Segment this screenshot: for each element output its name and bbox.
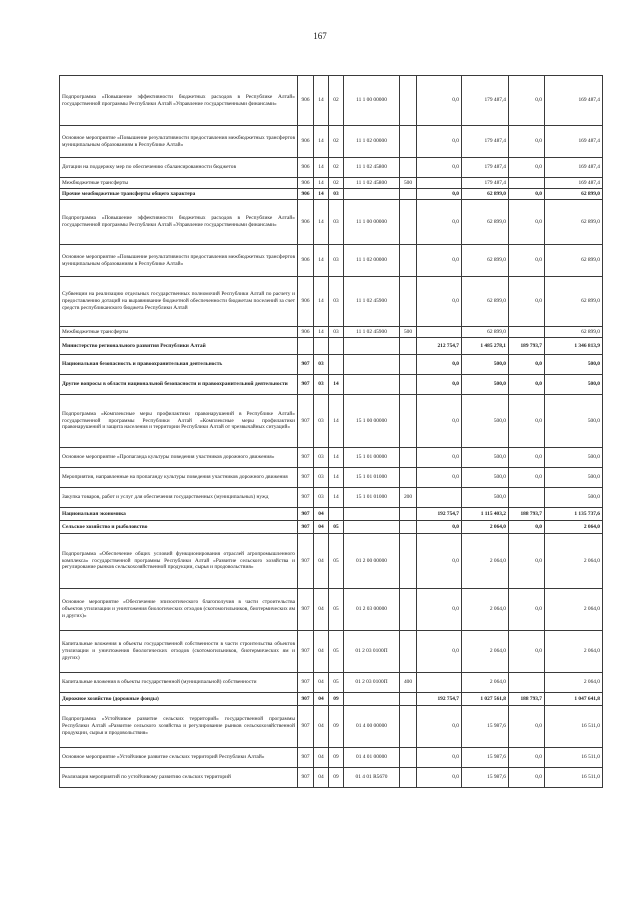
- section-code-cell: 04: [314, 673, 329, 693]
- expense-type-cell: [400, 395, 417, 448]
- amount-3-cell: 0,0: [509, 768, 545, 788]
- amount-3-cell: 0,0: [509, 158, 545, 178]
- row-name-cell: Министерство регионального развития Республики Алтай: [60, 338, 298, 355]
- amount-3-cell: [509, 673, 545, 693]
- section-code-cell: 14: [314, 327, 329, 338]
- amount-2-cell: 179 487,4: [462, 76, 509, 126]
- target-article-cell: 01 2 03 0100П: [344, 631, 400, 673]
- expense-type-cell: [400, 189, 417, 200]
- amount-4-cell: 500,0: [545, 468, 603, 488]
- amount-4-cell: 1 047 641,8: [545, 693, 603, 706]
- amount-4-cell: 16 511,0: [545, 768, 603, 788]
- target-article-cell: 01 2 00 00000: [344, 534, 400, 589]
- table-row: [60, 178, 603, 189]
- target-article-cell: [344, 338, 400, 355]
- row-name-cell: Мероприятия, направленные на пропаганду культуры поведения участников дорожного движения: [60, 468, 298, 488]
- table-row: [60, 448, 603, 468]
- amount-1-cell: 0,0: [417, 589, 462, 631]
- row-name-cell: Основное мероприятие «Устойчивое развитие сельских территорий Республики Алтай»: [60, 748, 298, 768]
- amount-4-cell: 2 064,0: [545, 534, 603, 589]
- amount-1-cell: 0,0: [417, 277, 462, 327]
- amount-3-cell: 0,0: [509, 277, 545, 327]
- subsection-code-cell: 09: [329, 768, 344, 788]
- amount-1-cell: 0,0: [417, 245, 462, 277]
- table-row: [60, 395, 603, 448]
- expense-type-cell: [400, 748, 417, 768]
- section-code-cell: 14: [314, 126, 329, 158]
- amount-4-cell: 500,0: [545, 375, 603, 395]
- subsection-code-cell: 02: [329, 178, 344, 189]
- amount-4-cell: 169 487,4: [545, 158, 603, 178]
- subsection-code-cell: 02: [329, 126, 344, 158]
- amount-3-cell: 0,0: [509, 126, 545, 158]
- subsection-code-cell: [329, 355, 344, 375]
- row-name-cell: Подпрограмма «Устойчивое развитие сельских территорий» государственной программы Республики Алтай «Развитие сельского хозяйства и регулирование рынков сельскохозяйственной продукции, сырья и продовольствия»: [60, 706, 298, 748]
- target-article-cell: 11 1 02 45900: [344, 277, 400, 327]
- amount-4-cell: 2 064,0: [545, 631, 603, 673]
- ministry-code-cell: 907: [298, 508, 314, 521]
- amount-1-cell: 0,0: [417, 355, 462, 375]
- table-row: [60, 693, 603, 706]
- target-article-cell: 11 1 00 00000: [344, 76, 400, 126]
- row-name-cell: Подпрограмма «Комплексные меры профилактики правонарушений в Республике Алтай» государственной программы Республики Алтай «Комплексные меры профилактики правонарушений и защита населения и территории Республики Алтай от чрезвычайных ситуаций»: [60, 395, 298, 448]
- amount-4-cell: 169 487,4: [545, 126, 603, 158]
- amount-2-cell: 2 064,0: [462, 521, 509, 534]
- table-row: [60, 589, 603, 631]
- table-row: [60, 189, 603, 200]
- amount-4-cell: 62 899,0: [545, 200, 603, 245]
- section-code-cell: 04: [314, 768, 329, 788]
- amount-2-cell: 500,0: [462, 355, 509, 375]
- table-row: [60, 277, 603, 327]
- target-article-cell: [344, 189, 400, 200]
- section-code-cell: 04: [314, 706, 329, 748]
- amount-4-cell: 16 511,0: [545, 706, 603, 748]
- amount-3-cell: 189 793,7: [509, 338, 545, 355]
- section-code-cell: 14: [314, 245, 329, 277]
- row-name-cell: Подпрограмма «Повышение эффективности бюджетных расходов в Республике Алтай» государственной программы Республики Алтай «Управление государственными финансами»: [60, 200, 298, 245]
- table-row: [60, 706, 603, 748]
- section-code-cell: 04: [314, 589, 329, 631]
- amount-3-cell: [509, 327, 545, 338]
- expense-type-cell: [400, 277, 417, 327]
- amount-2-cell: 500,0: [462, 468, 509, 488]
- amount-4-cell: 169 487,4: [545, 76, 603, 126]
- target-article-cell: 01 2 03 00000: [344, 589, 400, 631]
- amount-3-cell: 0,0: [509, 395, 545, 448]
- subsection-code-cell: 09: [329, 693, 344, 706]
- row-name-cell: Межбюджетные трансферты: [60, 327, 298, 338]
- subsection-code-cell: 14: [329, 395, 344, 448]
- ministry-code-cell: 906: [298, 200, 314, 245]
- table-row: [60, 200, 603, 245]
- subsection-code-cell: 14: [329, 488, 344, 508]
- ministry-code-cell: 907: [298, 395, 314, 448]
- amount-3-cell: 0,0: [509, 589, 545, 631]
- amount-3-cell: 0,0: [509, 521, 545, 534]
- amount-3-cell: [509, 178, 545, 189]
- ministry-code-cell: 906: [298, 327, 314, 338]
- amount-3-cell: 0,0: [509, 448, 545, 468]
- row-name-cell: Национальная безопасность и правоохранительная деятельность: [60, 355, 298, 375]
- target-article-cell: [344, 693, 400, 706]
- target-article-cell: [344, 375, 400, 395]
- row-name-cell: Закупка товаров, работ и услуг для обеспечения государственных (муниципальных) нужд: [60, 488, 298, 508]
- subsection-code-cell: 02: [329, 76, 344, 126]
- amount-3-cell: [509, 488, 545, 508]
- amount-4-cell: 500,0: [545, 355, 603, 375]
- amount-1-cell: [417, 178, 462, 189]
- amount-4-cell: 2 064,0: [545, 589, 603, 631]
- subsection-code-cell: 09: [329, 748, 344, 768]
- row-name-cell: Межбюджетные трансферты: [60, 178, 298, 189]
- amount-1-cell: 0,0: [417, 158, 462, 178]
- table-row: [60, 521, 603, 534]
- table-row: [60, 768, 603, 788]
- amount-2-cell: 1 115 403,2: [462, 508, 509, 521]
- amount-4-cell: 500,0: [545, 488, 603, 508]
- amount-4-cell: 62 899,0: [545, 189, 603, 200]
- table-row: [60, 534, 603, 589]
- amount-3-cell: 0,0: [509, 355, 545, 375]
- expense-type-cell: [400, 375, 417, 395]
- subsection-code-cell: 05: [329, 631, 344, 673]
- section-code-cell: 03: [314, 355, 329, 375]
- ministry-code-cell: 907: [298, 468, 314, 488]
- subsection-code-cell: 05: [329, 589, 344, 631]
- amount-4-cell: 169 487,4: [545, 178, 603, 189]
- row-name-cell: Дорожное хозяйство (дорожные фонды): [60, 693, 298, 706]
- amount-2-cell: 62 899,0: [462, 277, 509, 327]
- amount-1-cell: 0,0: [417, 448, 462, 468]
- row-name-cell: Другие вопросы в области национальной безопасности и правоохранительной деятельности: [60, 375, 298, 395]
- amount-2-cell: 1 027 561,8: [462, 693, 509, 706]
- target-article-cell: 11 1 02 45800: [344, 158, 400, 178]
- amount-3-cell: 188 793,7: [509, 508, 545, 521]
- amount-1-cell: 192 754,7: [417, 508, 462, 521]
- ministry-code-cell: 907: [298, 589, 314, 631]
- amount-3-cell: 188 793,7: [509, 693, 545, 706]
- amount-1-cell: 192 754,7: [417, 693, 462, 706]
- section-code-cell: 04: [314, 631, 329, 673]
- section-code-cell: 14: [314, 277, 329, 327]
- subsection-code-cell: 03: [329, 327, 344, 338]
- table-row: [60, 488, 603, 508]
- row-name-cell: Прочие межбюджетные трансферты общего характера: [60, 189, 298, 200]
- subsection-code-cell: 05: [329, 534, 344, 589]
- subsection-code-cell: 03: [329, 277, 344, 327]
- ministry-code-cell: 907: [298, 355, 314, 375]
- amount-3-cell: 0,0: [509, 245, 545, 277]
- amount-4-cell: 500,0: [545, 395, 603, 448]
- amount-2-cell: 179 487,4: [462, 158, 509, 178]
- row-name-cell: Национальная экономика: [60, 508, 298, 521]
- expense-type-cell: 500: [400, 327, 417, 338]
- table-row: [60, 158, 603, 178]
- amount-2-cell: 15 987,6: [462, 706, 509, 748]
- table-row: [60, 748, 603, 768]
- subsection-code-cell: 03: [329, 200, 344, 245]
- ministry-code-cell: 906: [298, 189, 314, 200]
- table-row: [60, 338, 603, 355]
- expense-type-cell: [400, 534, 417, 589]
- amount-3-cell: 0,0: [509, 468, 545, 488]
- expense-type-cell: [400, 245, 417, 277]
- amount-1-cell: 0,0: [417, 189, 462, 200]
- row-name-cell: Дотации на поддержку мер по обеспечению сбалансированности бюджетов: [60, 158, 298, 178]
- target-article-cell: 11 1 02 00000: [344, 245, 400, 277]
- expense-type-cell: 200: [400, 488, 417, 508]
- amount-1-cell: 0,0: [417, 395, 462, 448]
- row-name-cell: Основное мероприятие «Обеспечение эпизоотического благополучия в части строительства объектов утилизации и уничтожения биологических отходов (скотомогильников, биотермических ям и других)»: [60, 589, 298, 631]
- target-article-cell: [344, 508, 400, 521]
- amount-1-cell: 0,0: [417, 521, 462, 534]
- section-code-cell: 03: [314, 468, 329, 488]
- amount-1-cell: 0,0: [417, 468, 462, 488]
- amount-2-cell: 500,0: [462, 375, 509, 395]
- amount-2-cell: 1 485 278,1: [462, 338, 509, 355]
- amount-3-cell: 0,0: [509, 189, 545, 200]
- target-article-cell: 01 2 03 0100П: [344, 673, 400, 693]
- section-code-cell: 14: [314, 189, 329, 200]
- subsection-code-cell: 05: [329, 521, 344, 534]
- expense-type-cell: [400, 706, 417, 748]
- amount-2-cell: 500,0: [462, 488, 509, 508]
- amount-3-cell: 0,0: [509, 534, 545, 589]
- amount-4-cell: 62 899,0: [545, 277, 603, 327]
- amount-1-cell: 0,0: [417, 631, 462, 673]
- ministry-code-cell: [298, 338, 314, 355]
- section-code-cell: 04: [314, 508, 329, 521]
- ministry-code-cell: 907: [298, 534, 314, 589]
- row-name-cell: Подпрограмма «Обеспечение общих условий функционирования отраслей агропромышленного комплекса» государственной программы Республики Алтай «Развитие сельского хозяйства и регулирование рынков сельскохозяйственной продукции, сырья и продовольствия»: [60, 534, 298, 589]
- row-name-cell: Подпрограмма «Повышение эффективности бюджетных расходов в Республике Алтай» государственной программы Республики Алтай «Управление государственными финансами»: [60, 76, 298, 126]
- ministry-code-cell: 907: [298, 748, 314, 768]
- amount-2-cell: 2 064,0: [462, 534, 509, 589]
- subsection-code-cell: 14: [329, 375, 344, 395]
- ministry-code-cell: 906: [298, 245, 314, 277]
- section-code-cell: 14: [314, 178, 329, 189]
- target-article-cell: 15 1 01 01000: [344, 468, 400, 488]
- amount-2-cell: 500,0: [462, 448, 509, 468]
- subsection-code-cell: 14: [329, 448, 344, 468]
- ministry-code-cell: 907: [298, 768, 314, 788]
- subsection-code-cell: 02: [329, 158, 344, 178]
- amount-3-cell: 0,0: [509, 76, 545, 126]
- subsection-code-cell: 05: [329, 673, 344, 693]
- amount-2-cell: 62 899,0: [462, 200, 509, 245]
- row-name-cell: Сельское хозяйство и рыболовство: [60, 521, 298, 534]
- section-code-cell: 04: [314, 521, 329, 534]
- amount-1-cell: [417, 327, 462, 338]
- row-name-cell: Капитальные вложения в объекты государственной (муниципальной) собственности: [60, 673, 298, 693]
- target-article-cell: 15 1 01 00000: [344, 448, 400, 468]
- budget-table: [59, 75, 603, 788]
- row-name-cell: Основное мероприятие «Повышение результативности предоставления межбюджетных трансфертов муниципальным образованиям в Республике Алтай»: [60, 245, 298, 277]
- amount-4-cell: 1 135 737,6: [545, 508, 603, 521]
- amount-1-cell: [417, 673, 462, 693]
- row-name-cell: Основное мероприятие «Пропаганда культуры поведения участников дорожного движения»: [60, 448, 298, 468]
- subsection-code-cell: [329, 508, 344, 521]
- target-article-cell: 11 1 02 45800: [344, 178, 400, 189]
- table-row: [60, 126, 603, 158]
- table-row: [60, 468, 603, 488]
- amount-2-cell: 179 487,4: [462, 178, 509, 189]
- amount-2-cell: 15 987,6: [462, 768, 509, 788]
- subsection-code-cell: 03: [329, 189, 344, 200]
- amount-2-cell: 2 064,0: [462, 631, 509, 673]
- expense-type-cell: [400, 126, 417, 158]
- amount-2-cell: 62 899,0: [462, 245, 509, 277]
- amount-1-cell: 0,0: [417, 748, 462, 768]
- expense-type-cell: [400, 448, 417, 468]
- target-article-cell: 01 4 00 00000: [344, 706, 400, 748]
- section-code-cell: 04: [314, 748, 329, 768]
- table-row: [60, 631, 603, 673]
- expense-type-cell: [400, 589, 417, 631]
- ministry-code-cell: 907: [298, 673, 314, 693]
- subsection-code-cell: [329, 338, 344, 355]
- amount-2-cell: 2 064,0: [462, 589, 509, 631]
- subsection-code-cell: 14: [329, 468, 344, 488]
- table-row: [60, 245, 603, 277]
- expense-type-cell: 500: [400, 178, 417, 189]
- amount-4-cell: 500,0: [545, 448, 603, 468]
- row-name-cell: Реализация мероприятий по устойчивому развитию сельских территорий: [60, 768, 298, 788]
- row-name-cell: Субвенции на реализацию отдельных государственных полномочий Республики Алтай по расчету и предоставлению дотаций на выравнивание бюджетной обеспеченности бюджетам поселений за счет средств республиканского бюджета Республики Алтай: [60, 277, 298, 327]
- section-code-cell: [314, 338, 329, 355]
- ministry-code-cell: 907: [298, 693, 314, 706]
- amount-1-cell: 0,0: [417, 200, 462, 245]
- amount-1-cell: 0,0: [417, 534, 462, 589]
- expense-type-cell: [400, 693, 417, 706]
- ministry-code-cell: 906: [298, 277, 314, 327]
- section-code-cell: 04: [314, 534, 329, 589]
- ministry-code-cell: 907: [298, 706, 314, 748]
- amount-2-cell: 15 987,6: [462, 748, 509, 768]
- amount-3-cell: 0,0: [509, 748, 545, 768]
- table-row: [60, 355, 603, 375]
- table-row: [60, 327, 603, 338]
- expense-type-cell: [400, 200, 417, 245]
- amount-1-cell: [417, 488, 462, 508]
- section-code-cell: 03: [314, 448, 329, 468]
- table-row: [60, 375, 603, 395]
- ministry-code-cell: 906: [298, 76, 314, 126]
- section-code-cell: 03: [314, 488, 329, 508]
- ministry-code-cell: 907: [298, 488, 314, 508]
- expense-type-cell: [400, 521, 417, 534]
- amount-1-cell: 0,0: [417, 706, 462, 748]
- ministry-code-cell: 907: [298, 448, 314, 468]
- amount-2-cell: 62 899,0: [462, 189, 509, 200]
- table-row: [60, 76, 603, 126]
- section-code-cell: 14: [314, 200, 329, 245]
- ministry-code-cell: 906: [298, 158, 314, 178]
- table-row: [60, 673, 603, 693]
- target-article-cell: 11 1 02 45900: [344, 327, 400, 338]
- amount-4-cell: 16 511,0: [545, 748, 603, 768]
- target-article-cell: [344, 521, 400, 534]
- amount-4-cell: 2 064,0: [545, 673, 603, 693]
- amount-4-cell: 2 064,0: [545, 521, 603, 534]
- amount-1-cell: 0,0: [417, 126, 462, 158]
- expense-type-cell: [400, 76, 417, 126]
- amount-3-cell: 0,0: [509, 200, 545, 245]
- ministry-code-cell: 907: [298, 375, 314, 395]
- amount-4-cell: 1 346 813,9: [545, 338, 603, 355]
- amount-2-cell: 62 899,0: [462, 327, 509, 338]
- section-code-cell: 14: [314, 76, 329, 126]
- subsection-code-cell: 03: [329, 245, 344, 277]
- target-article-cell: 15 1 00 00000: [344, 395, 400, 448]
- target-article-cell: [344, 355, 400, 375]
- page-number: 167: [313, 31, 327, 41]
- section-code-cell: 14: [314, 158, 329, 178]
- row-name-cell: Капитальные вложения в объекты государственной собственности в части строительства объектов утилизации и уничтожения биологических отходов (скотомогильников, биотермических ям и других): [60, 631, 298, 673]
- amount-3-cell: 0,0: [509, 706, 545, 748]
- section-code-cell: 03: [314, 375, 329, 395]
- amount-4-cell: 62 899,0: [545, 245, 603, 277]
- amount-4-cell: 62 899,0: [545, 327, 603, 338]
- expense-type-cell: [400, 508, 417, 521]
- expense-type-cell: [400, 468, 417, 488]
- target-article-cell: 01 4 01 00000: [344, 748, 400, 768]
- section-code-cell: 03: [314, 395, 329, 448]
- subsection-code-cell: 09: [329, 706, 344, 748]
- amount-2-cell: 500,0: [462, 395, 509, 448]
- target-article-cell: 15 1 01 01000: [344, 488, 400, 508]
- ministry-code-cell: 906: [298, 126, 314, 158]
- amount-3-cell: 0,0: [509, 631, 545, 673]
- ministry-code-cell: 907: [298, 631, 314, 673]
- amount-1-cell: 0,0: [417, 375, 462, 395]
- section-code-cell: 04: [314, 693, 329, 706]
- ministry-code-cell: 906: [298, 178, 314, 189]
- expense-type-cell: 400: [400, 673, 417, 693]
- expense-type-cell: [400, 355, 417, 375]
- amount-3-cell: 0,0: [509, 375, 545, 395]
- target-article-cell: 11 1 00 00000: [344, 200, 400, 245]
- amount-1-cell: 212 754,7: [417, 338, 462, 355]
- amount-2-cell: 2 064,0: [462, 673, 509, 693]
- row-name-cell: Основное мероприятие «Повышение результативности предоставления межбюджетных трансфертов муниципальным образованиям в Республике Алтай»: [60, 126, 298, 158]
- table-row: [60, 508, 603, 521]
- expense-type-cell: [400, 158, 417, 178]
- amount-1-cell: 0,0: [417, 768, 462, 788]
- expense-type-cell: [400, 631, 417, 673]
- target-article-cell: 11 1 02 00000: [344, 126, 400, 158]
- expense-type-cell: [400, 338, 417, 355]
- amount-1-cell: 0,0: [417, 76, 462, 126]
- expense-type-cell: [400, 768, 417, 788]
- target-article-cell: 01 4 01 R5670: [344, 768, 400, 788]
- amount-2-cell: 179 487,4: [462, 126, 509, 158]
- ministry-code-cell: 907: [298, 521, 314, 534]
